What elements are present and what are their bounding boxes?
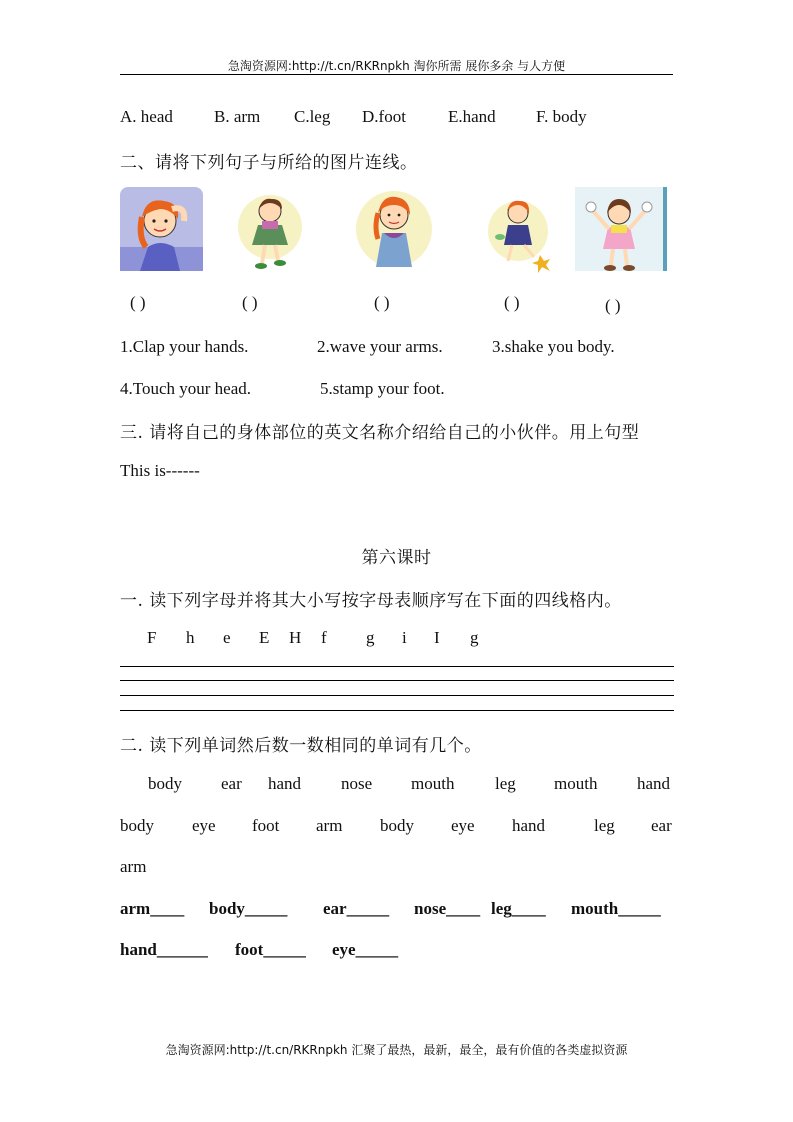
option-c: C.leg bbox=[294, 107, 331, 126]
word-item: nose bbox=[341, 774, 373, 793]
letter-4: E bbox=[259, 628, 270, 647]
header-rule bbox=[120, 74, 673, 75]
word-item: ear bbox=[221, 774, 242, 793]
letter-7: g bbox=[366, 628, 375, 647]
word-item: hand bbox=[268, 774, 302, 793]
option-d: D.foot bbox=[362, 107, 406, 126]
word-item: ear bbox=[651, 816, 672, 835]
answer-paren-2: ( ) bbox=[242, 293, 258, 312]
letter-8: i bbox=[402, 628, 407, 647]
count-blank-arm[interactable]: arm____ bbox=[120, 899, 185, 918]
count-blank-mouth[interactable]: mouth_____ bbox=[571, 899, 661, 918]
girl-stamp-foot-image bbox=[232, 187, 308, 275]
four-line-grid-line-4 bbox=[120, 710, 674, 711]
count-blank-hand[interactable]: hand______ bbox=[120, 940, 208, 959]
page-footer: 急淘资源网:http://t.cn/RKRnpkh 汇聚了最热，最新，最全，最有价值的各类虚拟资源 bbox=[165, 1043, 628, 1057]
answer-paren-3: ( ) bbox=[374, 293, 390, 312]
answer-paren-1: ( ) bbox=[130, 293, 146, 312]
count-blank-eye[interactable]: eye_____ bbox=[332, 940, 399, 959]
word-item: eye bbox=[451, 816, 475, 835]
word-item: eye bbox=[192, 816, 216, 835]
option-e: E.hand bbox=[448, 107, 496, 126]
count-blank-ear[interactable]: ear_____ bbox=[323, 899, 390, 918]
sentence-2: 2.wave your arms. bbox=[317, 337, 443, 356]
word-item: mouth bbox=[554, 774, 598, 793]
girl-touch-head-image bbox=[120, 187, 203, 275]
letter-10: g bbox=[470, 628, 479, 647]
girl-clap-hands-image bbox=[348, 187, 440, 275]
answer-paren-4: ( ) bbox=[504, 293, 520, 312]
letter-9: I bbox=[434, 628, 440, 647]
lesson6-question-1: 一. 读下列字母并将其大小写按字母表顺序写在下面的四线格内。 bbox=[120, 591, 622, 611]
word-item: foot bbox=[252, 816, 280, 835]
sentence-1: 1.Clap your hands. bbox=[120, 337, 249, 356]
section3-title: 三. 请将自己的身体部位的英文名称介绍给自己的小伙伴。用上句型 bbox=[120, 423, 640, 443]
count-blank-body[interactable]: body_____ bbox=[209, 899, 288, 918]
option-b: B. arm bbox=[214, 107, 261, 126]
word-item: leg bbox=[594, 816, 615, 835]
answer-paren-5: ( ) bbox=[605, 296, 621, 315]
sentence-5: 5.stamp your foot. bbox=[320, 379, 445, 398]
girl-shake-body-image bbox=[480, 187, 556, 275]
letter-5: H bbox=[289, 628, 302, 647]
letter-6: f bbox=[321, 628, 327, 647]
word-item: body bbox=[380, 816, 414, 835]
section2-title: 二、请将下列句子与所给的图片连线。 bbox=[120, 153, 418, 173]
four-line-grid-line-2 bbox=[120, 680, 674, 681]
letter-1: F bbox=[147, 628, 157, 647]
word-item: mouth bbox=[411, 774, 455, 793]
option-a: A. head bbox=[120, 107, 173, 126]
word-item: body bbox=[148, 774, 182, 793]
lesson6-title: 第六课时 bbox=[361, 548, 432, 568]
page-header: 急淘资源网:http://t.cn/RKRnpkh 淘你所需 展你多余 与人方便 bbox=[227, 59, 566, 73]
option-f: F. body bbox=[536, 107, 587, 126]
count-blank-nose[interactable]: nose____ bbox=[414, 899, 481, 918]
letter-2: h bbox=[186, 628, 195, 647]
word-item: arm bbox=[120, 857, 147, 876]
count-blank-leg[interactable]: leg____ bbox=[491, 899, 546, 918]
four-line-grid-line-1 bbox=[120, 666, 674, 667]
word-item: hand bbox=[637, 774, 671, 793]
letter-3: e bbox=[223, 628, 231, 647]
word-item: hand bbox=[512, 816, 546, 835]
sentence-4: 4.Touch your head. bbox=[120, 379, 251, 398]
girl-wave-arms-image bbox=[575, 187, 667, 275]
word-item: leg bbox=[495, 774, 516, 793]
count-blank-foot[interactable]: foot_____ bbox=[235, 940, 306, 959]
section3-pattern: This is------ bbox=[120, 461, 200, 480]
word-item: arm bbox=[316, 816, 343, 835]
four-line-grid-line-3 bbox=[120, 695, 674, 696]
lesson6-question-2: 二. 读下列单词然后数一数相同的单词有几个。 bbox=[120, 736, 482, 756]
word-item: body bbox=[120, 816, 154, 835]
sentence-3: 3.shake you body. bbox=[492, 337, 615, 356]
